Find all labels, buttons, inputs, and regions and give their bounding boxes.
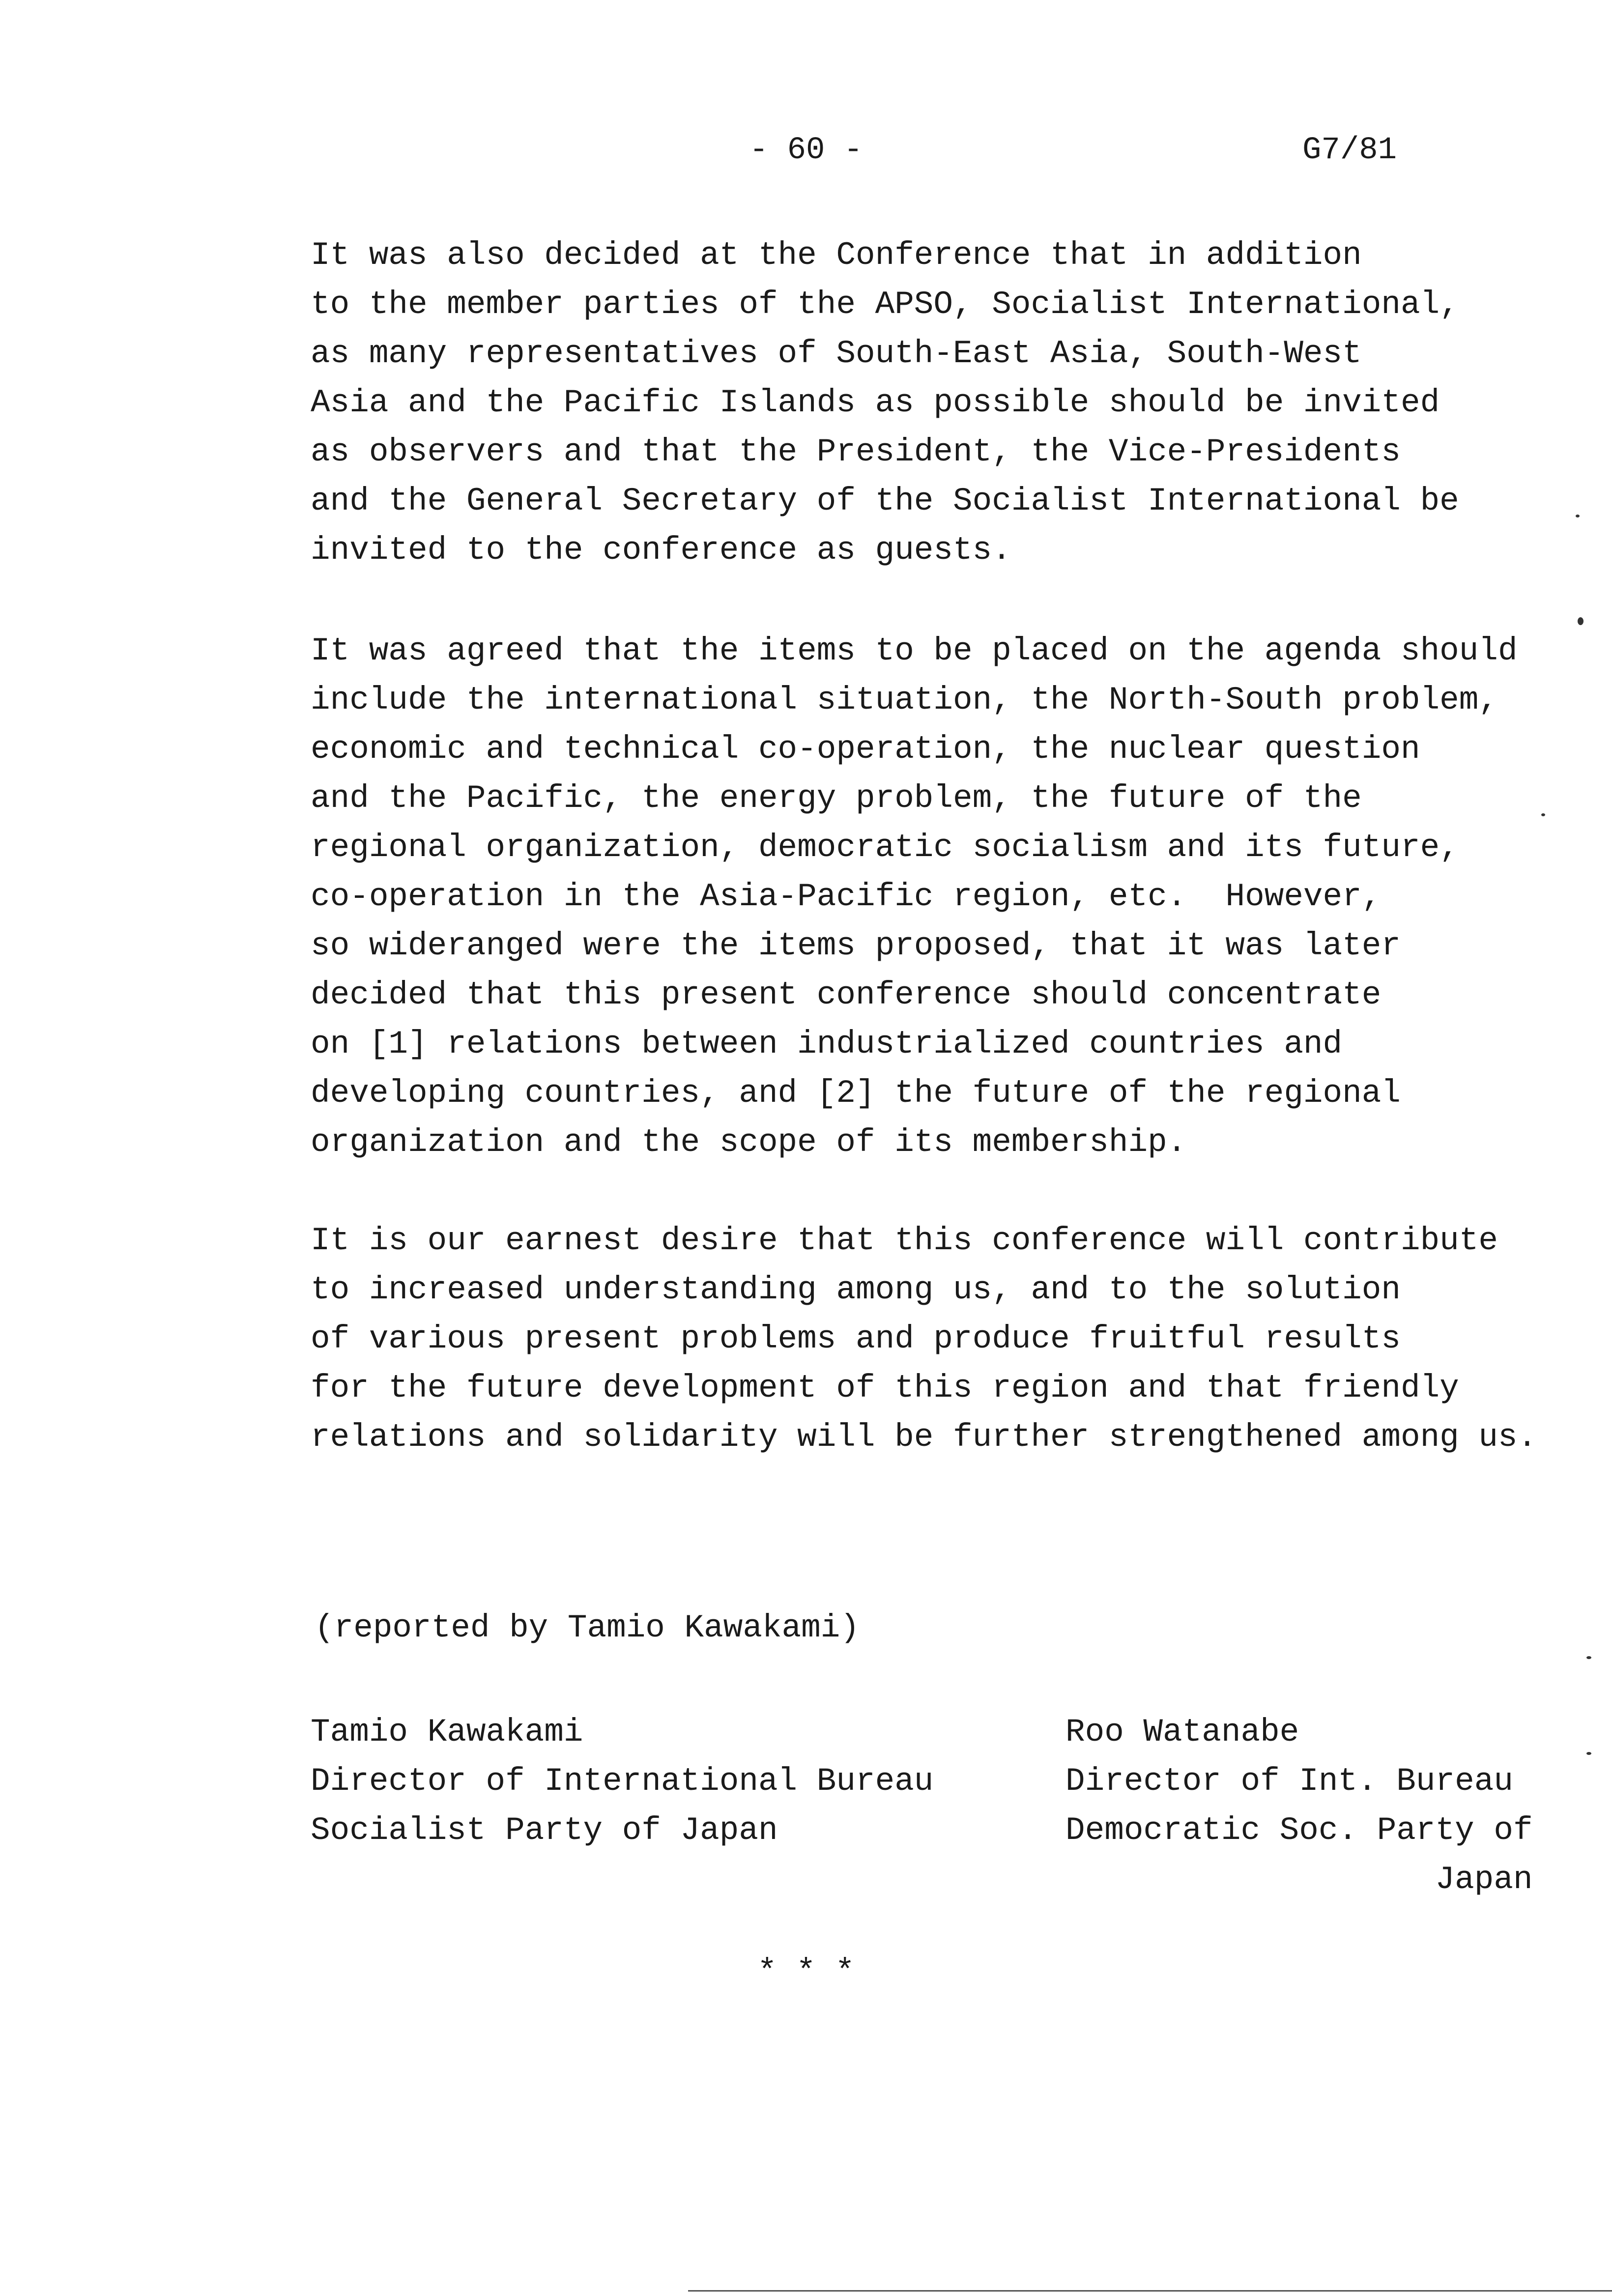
bottom-edge-line	[688, 2290, 1612, 2292]
text-line: as observers and that the President, the Vice-Presidents	[311, 433, 1401, 470]
text-line: It was agreed that the items to be placed on the agenda should	[311, 632, 1518, 669]
signatory-left	[311, 1708, 933, 1855]
signatory-organization: Democratic Soc. Party of	[1065, 1812, 1533, 1849]
text-line: include the international situation, the North-South problem,	[311, 682, 1498, 718]
text-line: invited to the conference as guests.	[311, 532, 1011, 569]
text-line: regional organization, democratic socialism and its future,	[311, 829, 1459, 866]
scan-speck	[1541, 813, 1545, 816]
text-line: so wideranged were the items proposed, that it was later	[311, 927, 1401, 964]
signatory-right	[1065, 1708, 1533, 1904]
document-reference: G7/81	[1302, 133, 1397, 168]
paragraph-agenda	[311, 627, 1569, 1167]
signatory-name: Tamio Kawakami	[311, 1714, 583, 1751]
text-line: economic and technical co-operation, the nuclear question	[311, 731, 1420, 768]
text-line: relations and solidarity will be further strengthened among us.	[311, 1419, 1537, 1456]
scan-speck	[1578, 617, 1583, 625]
text-line: for the future development of this region and that friendly	[311, 1370, 1459, 1406]
text-line: developing countries, and [2] the future of the regional	[311, 1075, 1401, 1112]
reported-by: (reported by Tamio Kawakami)	[315, 1609, 860, 1646]
text-line: and the Pacific, the energy problem, the future of the	[311, 780, 1362, 817]
signatory-title: Director of Int. Bureau	[1065, 1763, 1513, 1800]
scan-speck	[1576, 515, 1580, 517]
signatory-organization: Socialist Party of Japan	[311, 1812, 778, 1849]
signatory-organization-continued: Japan	[1435, 1861, 1533, 1898]
signatory-title: Director of International Bureau	[311, 1763, 934, 1800]
text-line: to increased understanding among us, and to the solution	[311, 1271, 1401, 1308]
text-line: decided that this present conference should concentrate	[311, 976, 1382, 1013]
signatory-name: Roo Watanabe	[1065, 1714, 1299, 1751]
text-line: co-operation in the Asia-Pacific region, etc. However,	[311, 878, 1382, 915]
scan-speck	[1586, 1752, 1591, 1755]
text-line: Asia and the Pacific Islands as possible should be invited	[311, 384, 1440, 421]
scan-speck	[1586, 1656, 1591, 1659]
text-line: It was also decided at the Conference that in addition	[311, 237, 1362, 274]
paragraph-earnest-desire	[311, 1216, 1569, 1462]
page-number: - 60 -	[749, 133, 863, 168]
text-line: It is our earnest desire that this conference will contribute	[311, 1222, 1498, 1259]
text-line: of various present problems and produce fruitful results	[311, 1320, 1401, 1357]
text-line: to the member parties of the APSO, Socialist International,	[311, 286, 1459, 323]
end-of-section-mark: * * *	[757, 1953, 855, 1990]
text-line: as many representatives of South-East Asia, South-West	[311, 335, 1362, 372]
text-line: and the General Secretary of the Socialist International be	[311, 483, 1459, 519]
text-line: organization and the scope of its membership.	[311, 1124, 1187, 1161]
text-line: on [1] relations between industrialized countries and	[311, 1026, 1343, 1062]
paragraph-conference-decision	[311, 231, 1569, 575]
